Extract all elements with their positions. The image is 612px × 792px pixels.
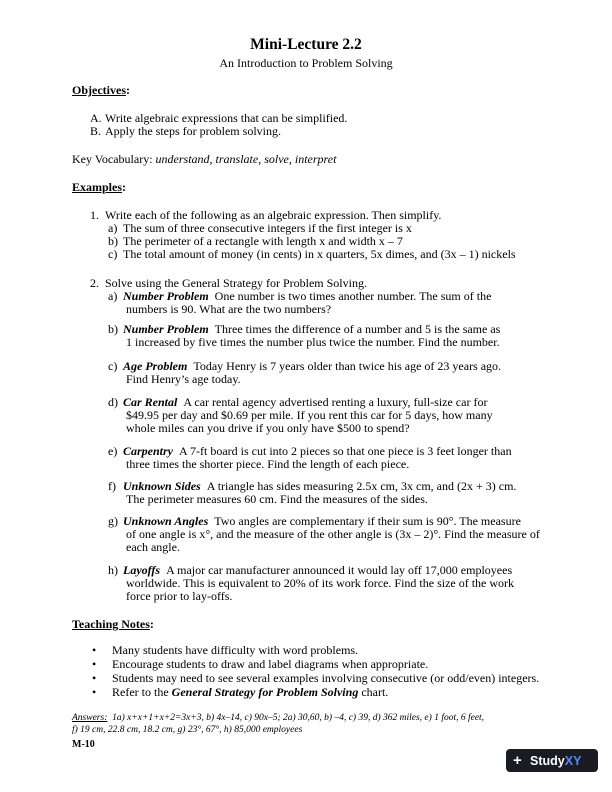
example-1: 1. Write each of the following as an algebraic expression. Then simplify. [90,208,442,222]
example-2h-line3: force prior to lay-offs. [126,589,233,603]
note-item: • Refer to the General Strategy for Problem Solving chart. [92,685,389,699]
objectives-heading: Objectives: [72,83,130,97]
example-2d-line2: $49.95 per day and $0.69 per mile. If you rent this car for 5 days, how many [126,408,493,422]
example-1c: c) The total amount of money (in cents) in x quarters, 5x dimes, and (3x – 1) nickels [108,247,516,261]
example-1a: a) The sum of three consecutive integers if the first integer is x [108,221,412,235]
example-2b: b) Number Problem Three times the difference of a number and 5 is the same as [108,322,501,336]
example-2c: c) Age Problem Today Henry is 7 years older than twice his age of 23 years ago. [108,359,502,373]
page-number: M-10 [72,739,95,750]
answers-line1: Answers: 1a) x+x+1+x+2=3x+3, b) 4x–14, c) 90x–5; 2a) 30,60, b) –4, c) 39, d) 362 miles, e) 1 foot, 6 feet, [72,713,485,723]
example-2f: f) Unknown Sides A triangle has sides measuring 2.5x cm, 3x cm, and (2x + 3) cm. [108,479,517,493]
example-2e: e) Carpentry A 7-ft board is cut into 2 pieces so that one piece is 3 feet longer than [108,444,512,458]
page-title: Mini-Lecture 2.2 [250,36,362,53]
example-2h: h) Layoffs A major car manufacturer announced it would lay off 17,000 employees [108,563,513,577]
objective-b: B. Apply the steps for problem solving. [90,124,281,138]
examples-heading: Examples: [72,180,127,194]
note-item: • Encourage students to draw and label diagrams when appropriate. [92,657,429,671]
answers-line2: f) 19 cm, 22.8 cm, 18.2 cm, g) 23°, 67°, h) 85,000 employees [72,725,303,735]
studyxy-logo [506,749,598,772]
logo-text: StudyXY [530,754,582,768]
example-2e-line2: three times the shorter piece. Find the length of each piece. [126,457,410,471]
example-2g-line2: of one angle is x°, and the measure of the other angle is (3x – 2)°. Find the measure of [126,527,540,541]
note-item: • Students may need to see several examples involving consecutive (or odd/even) integers. [92,671,540,685]
example-2f-line2: The perimeter measures 60 cm. Find the measures of the sides. [126,492,428,506]
example-2g: g) Unknown Angles Two angles are complementary if their sum is 90°. The measure [108,514,521,528]
note-item: • Many students have difficulty with word problems. [92,643,359,657]
example-2c-line2: Find Henry’s age today. [126,372,241,386]
objective-a: A. Write algebraic expressions that can be simplified. [90,111,348,125]
teaching-notes-heading: Teaching Notes: [72,617,154,631]
example-1b: b) The perimeter of a rectangle with length x and width x – 7 [108,234,403,248]
example-2d-line3: whole miles can you drive if you only have $500 to spend? [126,421,410,435]
example-2d: d) Car Rental A car rental agency advertised renting a luxury, full-size car for [108,395,488,409]
page-subtitle: An Introduction to Problem Solving [219,56,393,70]
example-2h-line2: worldwide. This is equivalent to 20% of its work force. Find the size of the work [126,576,515,590]
example-2a-line2: numbers is 90. What are the two numbers? [126,302,332,316]
example-2g-line3: each angle. [126,540,180,554]
example-2: 2. Solve using the General Strategy for Problem Solving. [90,276,367,290]
plus-icon: + [513,752,522,769]
example-2b-line2: 1 increased by five times the number plus twice the number. Find the number. [126,335,500,349]
example-2a: a) Number Problem One number is two times another number. The sum of the [108,289,492,303]
key-vocabulary: Key Vocabulary: understand, translate, solve, interpret [72,152,337,166]
